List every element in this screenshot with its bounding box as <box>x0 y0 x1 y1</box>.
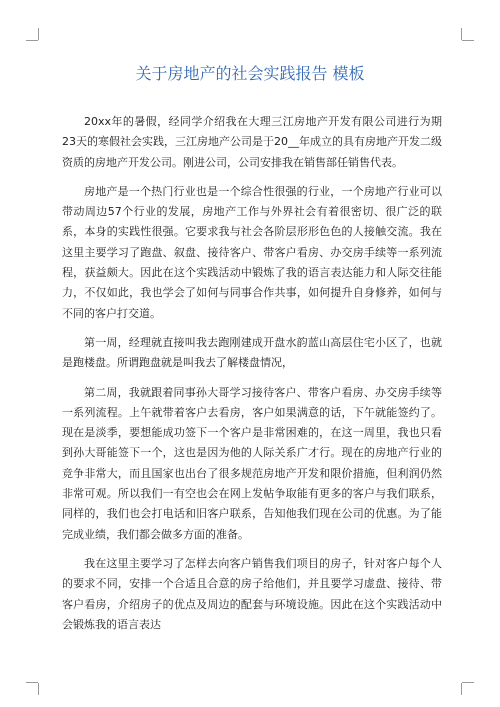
crop-mark-top-right-vertical <box>461 28 462 40</box>
paragraph-3: 第一周，经理就直接叫我去跑刚建成开盘水韵蓝山高层住宅小区了，也就是跑楼盘。所谓跑盘就是叫我去了解楼盘情况， <box>62 335 442 370</box>
crop-mark-bottom-right-vertical <box>461 683 462 695</box>
paragraph-1: 20xx年的暑假，经同学介绍我在大理三江房地产开发有限公司进行为期23天的寒假社会实践，三江房地产公司是于20__年成立的具有房地产开发二级资质的房地产开发公司。刚进公司，公司安排我在销售部任销售代表。 <box>62 115 442 169</box>
document-title: 关于房地产的社会实践报告 模板 <box>135 64 365 83</box>
crop-mark-bottom-left-vertical <box>38 683 39 695</box>
paragraph-4: 第二周，我就跟着同事孙大哥学习接待客户、带客户看房、办交房手续等一系列流程。上午就带着客户去看房，客户如果满意的话，下午就能签约了。现在是淡季，要想能成功签下一个客户是非常困难的，在这一周里，我也只看到孙大哥能签下一个，这也是因为他的人际关系广才行。现在的房地产行业的竞争非常大，而且国家也出台了很多规范房地产开发和限价措施，但利润仍然非常可观。所以我们一有空也会在网上发帖争取能有更多的客户与我们联系，同样的，我们也会打电话和旧客户联系，告知他我们现在公司的优惠。为了能完成业绩，我们都会做多方面的准备。 <box>62 385 442 541</box>
crop-mark-top-right-horizontal <box>462 40 474 41</box>
crop-mark-bottom-left-horizontal <box>26 682 38 683</box>
document-body <box>62 112 442 635</box>
crop-mark-bottom-right-horizontal <box>462 682 474 683</box>
crop-mark-top-left-vertical <box>38 28 39 40</box>
paragraph-2: 房地产是一个热门行业也是一个综合性很强的行业，一个房地产行业可以带动周边57个行业的发展，房地产工作与外界社会有着很密切、很广泛的联系，本身的实践性很强。它要求我与社会各阶层形形色色的人接触交流。我在这里主要学习了跑盘、叙盘、接待客户、带客户看房、办交房手续等一系列流程，获益颇大。因此在这个实践活动中锻炼了我的语言表达能力和人际交往能力，不仅如此，我也学会了如何与同事合作共事，如何提升自身修养，如何与不同的客户打交道。 <box>62 184 442 320</box>
crop-mark-top-left-horizontal <box>26 40 38 41</box>
paragraph-5: 我在这里主要学习了怎样去向客户销售我们项目的房子，针对客户每个人的要求不同，安排一个合适且合意的房子给他们，并且要学习虚盘、接待、带客户看房，介绍房子的优点及周边的配套与环境设施。因此在这个实践活动中会锻炼我的语言表达 <box>62 556 442 631</box>
